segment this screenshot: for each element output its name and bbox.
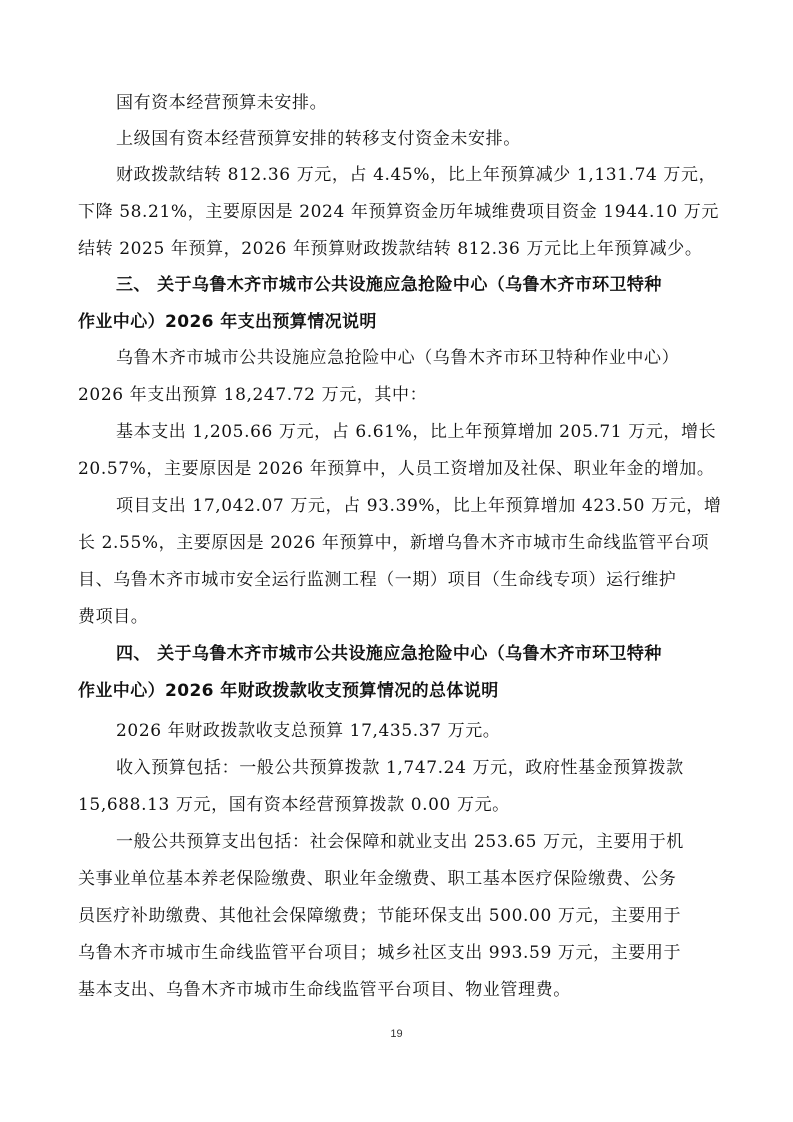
section-heading-4 bbox=[78, 636, 718, 710]
heading-line: 四、 关于乌鲁木齐市城市公共设施应急抢险中心（乌鲁木齐市环卫特种 bbox=[116, 644, 662, 664]
text-line: 关事业单位基本养老保险缴费、职业年金缴费、职工基本医疗保险缴费、公务 bbox=[78, 869, 677, 889]
text-line: 费项目。 bbox=[78, 607, 149, 627]
paragraph-expenditure-total bbox=[78, 340, 718, 414]
paragraph-revenue-budget bbox=[78, 750, 718, 824]
text-line: 目、乌鲁木齐市城市安全运行监测工程（一期）项目（生命线专项）运行维护 bbox=[78, 570, 677, 590]
paragraph-soe-budget bbox=[78, 85, 718, 122]
text-line: 基本支出、乌鲁木齐市城市生命线监管平台项目、物业管理费。 bbox=[78, 980, 571, 1000]
text-line: 结转 2025 年预算，2026 年预算财政拨款结转 812.36 万元比上年预算减少。 bbox=[78, 239, 703, 259]
paragraph-carryover bbox=[78, 157, 718, 268]
paragraph-project-expenditure bbox=[78, 488, 722, 636]
text-line: 财政拨款结转 812.36 万元，占 4.45%，比上年预算减少 1,131.74 万元， bbox=[116, 165, 717, 185]
text-line: 2026 年支出预算 18,247.72 万元，其中： bbox=[78, 385, 428, 405]
page-number: 19 bbox=[390, 1028, 403, 1040]
heading-line: 作业中心）2026 年支出预算情况说明 bbox=[78, 312, 377, 332]
text-line: 乌鲁木齐市城市公共设施应急抢险中心（乌鲁木齐市环卫特种作业中心） bbox=[116, 348, 680, 368]
text-line: 项目支出 17,042.07 万元，占 93.39%，比上年预算增加 423.50 万元，增 bbox=[116, 496, 722, 516]
paragraph-total-budget bbox=[78, 713, 718, 750]
text-line: 一般公共预算支出包括：社会保障和就业支出 253.65 万元，主要用于机 bbox=[116, 832, 684, 852]
heading-line: 作业中心）2026 年财政拨款收支预算情况的总体说明 bbox=[78, 681, 499, 701]
text-line: 收入预算包括：一般公共预算拨款 1,747.24 万元，政府性基金预算拨款 bbox=[116, 758, 684, 778]
text-line: 长 2.55%，主要原因是 2026 年预算中，新增乌鲁木齐市城市生命线监管平台项 bbox=[78, 533, 710, 553]
text-line: 基本支出 1,205.66 万元，占 6.61%，比上年预算增加 205.71 万元，增长 bbox=[116, 422, 717, 442]
paragraph-basic-expenditure bbox=[78, 414, 718, 488]
heading-line: 三、 关于乌鲁木齐市城市公共设施应急抢险中心（乌鲁木齐市环卫特种 bbox=[116, 275, 662, 295]
paragraph-general-expenditure bbox=[78, 824, 718, 1009]
text-line: 15,688.13 万元，国有资本经营预算拨款 0.00 万元。 bbox=[78, 795, 510, 815]
paragraph-transfer-payment bbox=[78, 121, 718, 158]
text-line: 国有资本经营预算未安排。 bbox=[116, 93, 328, 113]
text-line: 乌鲁木齐市城市生命线监管平台项目；城乡社区支出 993.59 万元，主要用于 bbox=[78, 943, 682, 963]
text-line: 上级国有资本经营预算安排的转移支付资金未安排。 bbox=[116, 129, 521, 149]
text-line: 员医疗补助缴费、其他社会保障缴费；节能环保支出 500.00 万元，主要用于 bbox=[78, 906, 682, 926]
text-line: 下降 58.21%，主要原因是 2024 年预算资金历年城维费项目资金 1944.10 万元 bbox=[78, 202, 720, 222]
section-heading-3 bbox=[78, 267, 718, 341]
text-line: 2026 年财政拨款收支总预算 17,435.37 万元。 bbox=[116, 721, 501, 741]
text-line: 20.57%，主要原因是 2026 年预算中，人员工资增加及社保、职业年金的增加。 bbox=[78, 459, 715, 479]
